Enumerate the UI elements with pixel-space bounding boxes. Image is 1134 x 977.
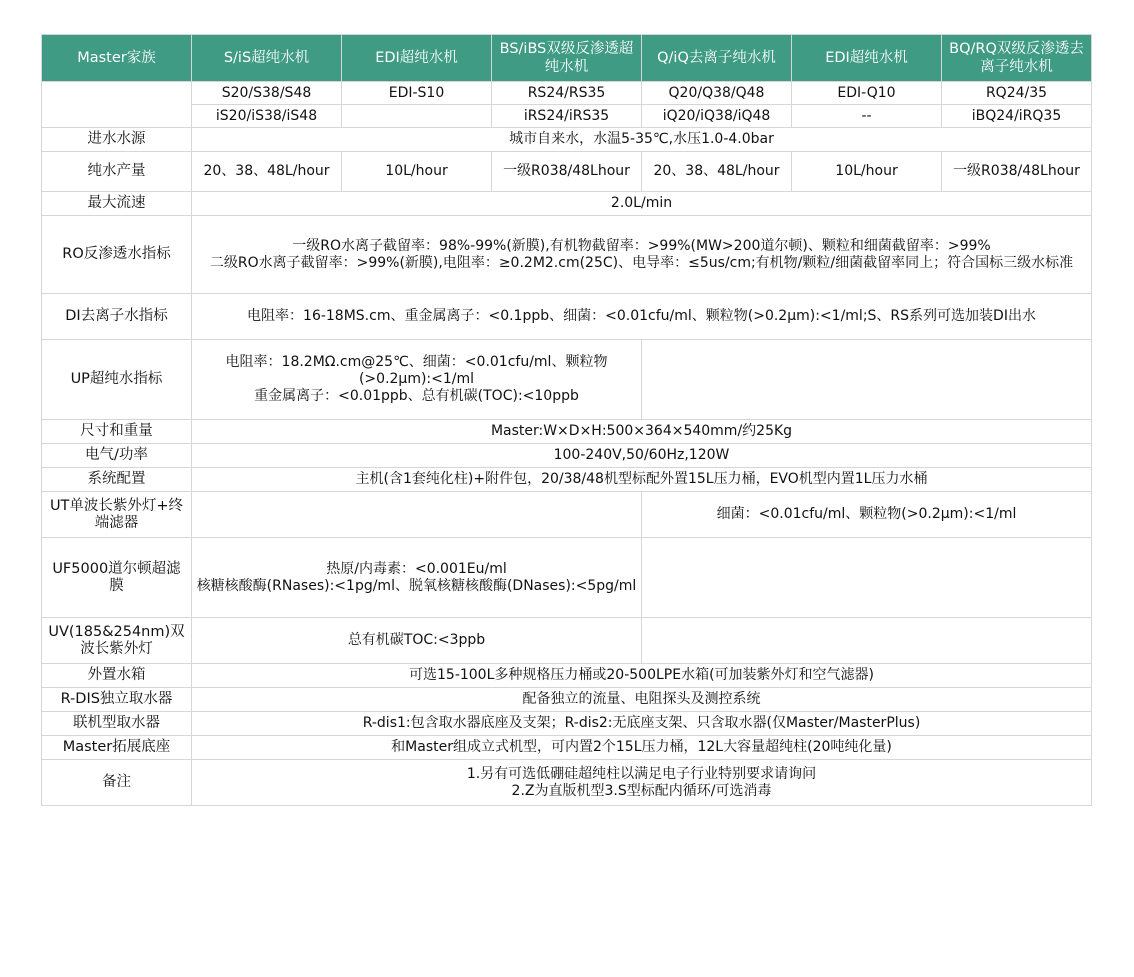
header-edi-s: EDI超纯水机 [342,35,492,82]
row-value: 城市自来水，水温5-35℃,水压1.0-4.0bar [192,128,1092,152]
row-value: 可选15-100L多种规格压力桶或20-500LPE水箱(可加装紫外灯和空气滤器) [192,664,1092,688]
model-cell: RQ24/35 [942,82,1092,105]
up-line-1: 电阻率：18.2MΩ.cm@25℃、细菌：<0.01cfu/ml、颗粒物(>0.2μm):<1/ml [225,354,608,387]
row-value: 主机(含1套纯化柱)+附件包，20/38/48机型标配外置15L压力桶，EVO机型内置1L压力水桶 [192,468,1092,492]
row-value: 总有机碳TOC:<3ppb [192,618,642,664]
models-row [42,82,1092,105]
models-row-2 [42,105,1092,128]
row-label: RO反渗透水指标 [42,216,192,294]
note-line-1: 1.另有可选低硼硅超纯柱以满足电子行业特别要求请询问 [466,765,817,782]
row-value: R-dis1:包含取水器底座及支架；R-dis2:无底座支架、只含取水器(仅Master/MasterPlus) [192,712,1092,736]
empty-cell [642,340,1092,420]
tank-row [42,664,1092,688]
row-value [192,760,1092,806]
row-label: 外置水箱 [42,664,192,688]
row-label: 系统配置 [42,468,192,492]
row-label: 最大流速 [42,192,192,216]
model-cell: iRS24/iRS35 [492,105,642,128]
model-cell: RS24/RS35 [492,82,642,105]
row-label: 电气/功率 [42,444,192,468]
model-cell: S20/S38/S48 [192,82,342,105]
output-cell: 10L/hour [342,152,492,192]
up-row [42,340,1092,420]
config-row [42,468,1092,492]
output-cell: 一级R038/48Lhour [492,152,642,192]
row-value: 2.0L/min [192,192,1092,216]
output-cell: 20、38、48L/hour [642,152,792,192]
row-value: 100-240V,50/60Hz,120W [192,444,1092,468]
power-row [42,444,1092,468]
dispenser-row [42,712,1092,736]
row-label: UF5000道尔顿超滤膜 [42,538,192,618]
header-edi-q: EDI超纯水机 [792,35,942,82]
model-cell [342,105,492,128]
row-label: R-DIS独立取水器 [42,688,192,712]
note-line-2: 2.Z为直版机型3.S型标配内循环/可选消毒 [511,782,772,799]
ro-row [42,216,1092,294]
rdis-row [42,688,1092,712]
uf-line-2: 核糖核酸酶(RNases):<1pg/ml、脱氧核糖核酸酶(DNases):<5pg/ml [196,577,637,594]
uf-row [42,538,1092,618]
row-label: 联机型取水器 [42,712,192,736]
model-cell: EDI-Q10 [792,82,942,105]
spec-table [41,34,1092,806]
model-cell: -- [792,105,942,128]
row-label: UV(185&254nm)双波长紫外灯 [42,618,192,664]
header-q-series: Q/iQ去离子纯水机 [642,35,792,82]
row-value [192,216,1092,294]
empty-cell [642,618,1092,664]
header-bs-series: BS/iBS双级反渗透超纯水机 [492,35,642,82]
header-family: Master家族 [42,35,192,82]
flow-row [42,192,1092,216]
model-cell: Q20/Q38/Q48 [642,82,792,105]
empty-cell [192,492,642,538]
row-value: 电阻率：16-18MS.cm、重金属离子：<0.1ppb、细菌：<0.01cfu/ml、颗粒物(>0.2μm):<1/ml;S、RS系列可选加装DI出水 [192,294,1092,340]
ro-line-2: 二级RO水离子截留率：>99%(新膜),电阻率：≥0.2M2.cm(25C)、电导率：≤5us/cm;有机物/颗粒/细菌截留率同上；符合国标三级水标准 [209,254,1074,271]
row-value [192,538,642,618]
row-label: 尺寸和重量 [42,420,192,444]
row-label: UT单波长紫外灯+终端滤器 [42,492,192,538]
output-row [42,152,1092,192]
ut-row [42,492,1092,538]
row-label: DI去离子水指标 [42,294,192,340]
row-value: 细菌：<0.01cfu/ml、颗粒物(>0.2μm):<1/ml [642,492,1092,538]
size-row [42,420,1092,444]
output-cell: 一级R038/48Lhour [942,152,1092,192]
model-cell: EDI-S10 [342,82,492,105]
model-cell: iBQ24/iRQ35 [942,105,1092,128]
note-row [42,760,1092,806]
row-value [192,340,642,420]
uf-line-1: 热原/内毒素：<0.001Eu/ml [326,560,507,577]
row-value: 配备独立的流量、电阻探头及测控系统 [192,688,1092,712]
row-value: Master:W×D×H:500×364×540mm/约25Kg [192,420,1092,444]
output-cell: 20、38、48L/hour [192,152,342,192]
base-row [42,736,1092,760]
row-value: 和Master组成立式机型，可内置2个15L压力桶，12L大容量超纯柱(20吨纯化量) [192,736,1092,760]
header-row [42,35,1092,82]
ro-line-1: 一级RO水离子截留率：98%-99%(新膜),有机物截留率：>99%(MW>200道尔顿)、颗粒和细菌截留率：>99% [292,237,991,254]
row-label: UP超纯水指标 [42,340,192,420]
models-label-cell [42,82,192,128]
row-label: 纯水产量 [42,152,192,192]
header-bq-series: BQ/RQ双级反渗透去离子纯水机 [942,35,1092,82]
uv-row [42,618,1092,664]
model-cell: iS20/iS38/iS48 [192,105,342,128]
row-label: 备注 [42,760,192,806]
empty-cell [642,538,1092,618]
row-label: Master拓展底座 [42,736,192,760]
inlet-row [42,128,1092,152]
header-s-series: S/iS超纯水机 [192,35,342,82]
row-label: 进水水源 [42,128,192,152]
di-row [42,294,1092,340]
model-cell: iQ20/iQ38/iQ48 [642,105,792,128]
output-cell: 10L/hour [792,152,942,192]
up-line-2: 重金属离子：<0.01ppb、总有机碳(TOC):<10ppb [254,388,579,404]
